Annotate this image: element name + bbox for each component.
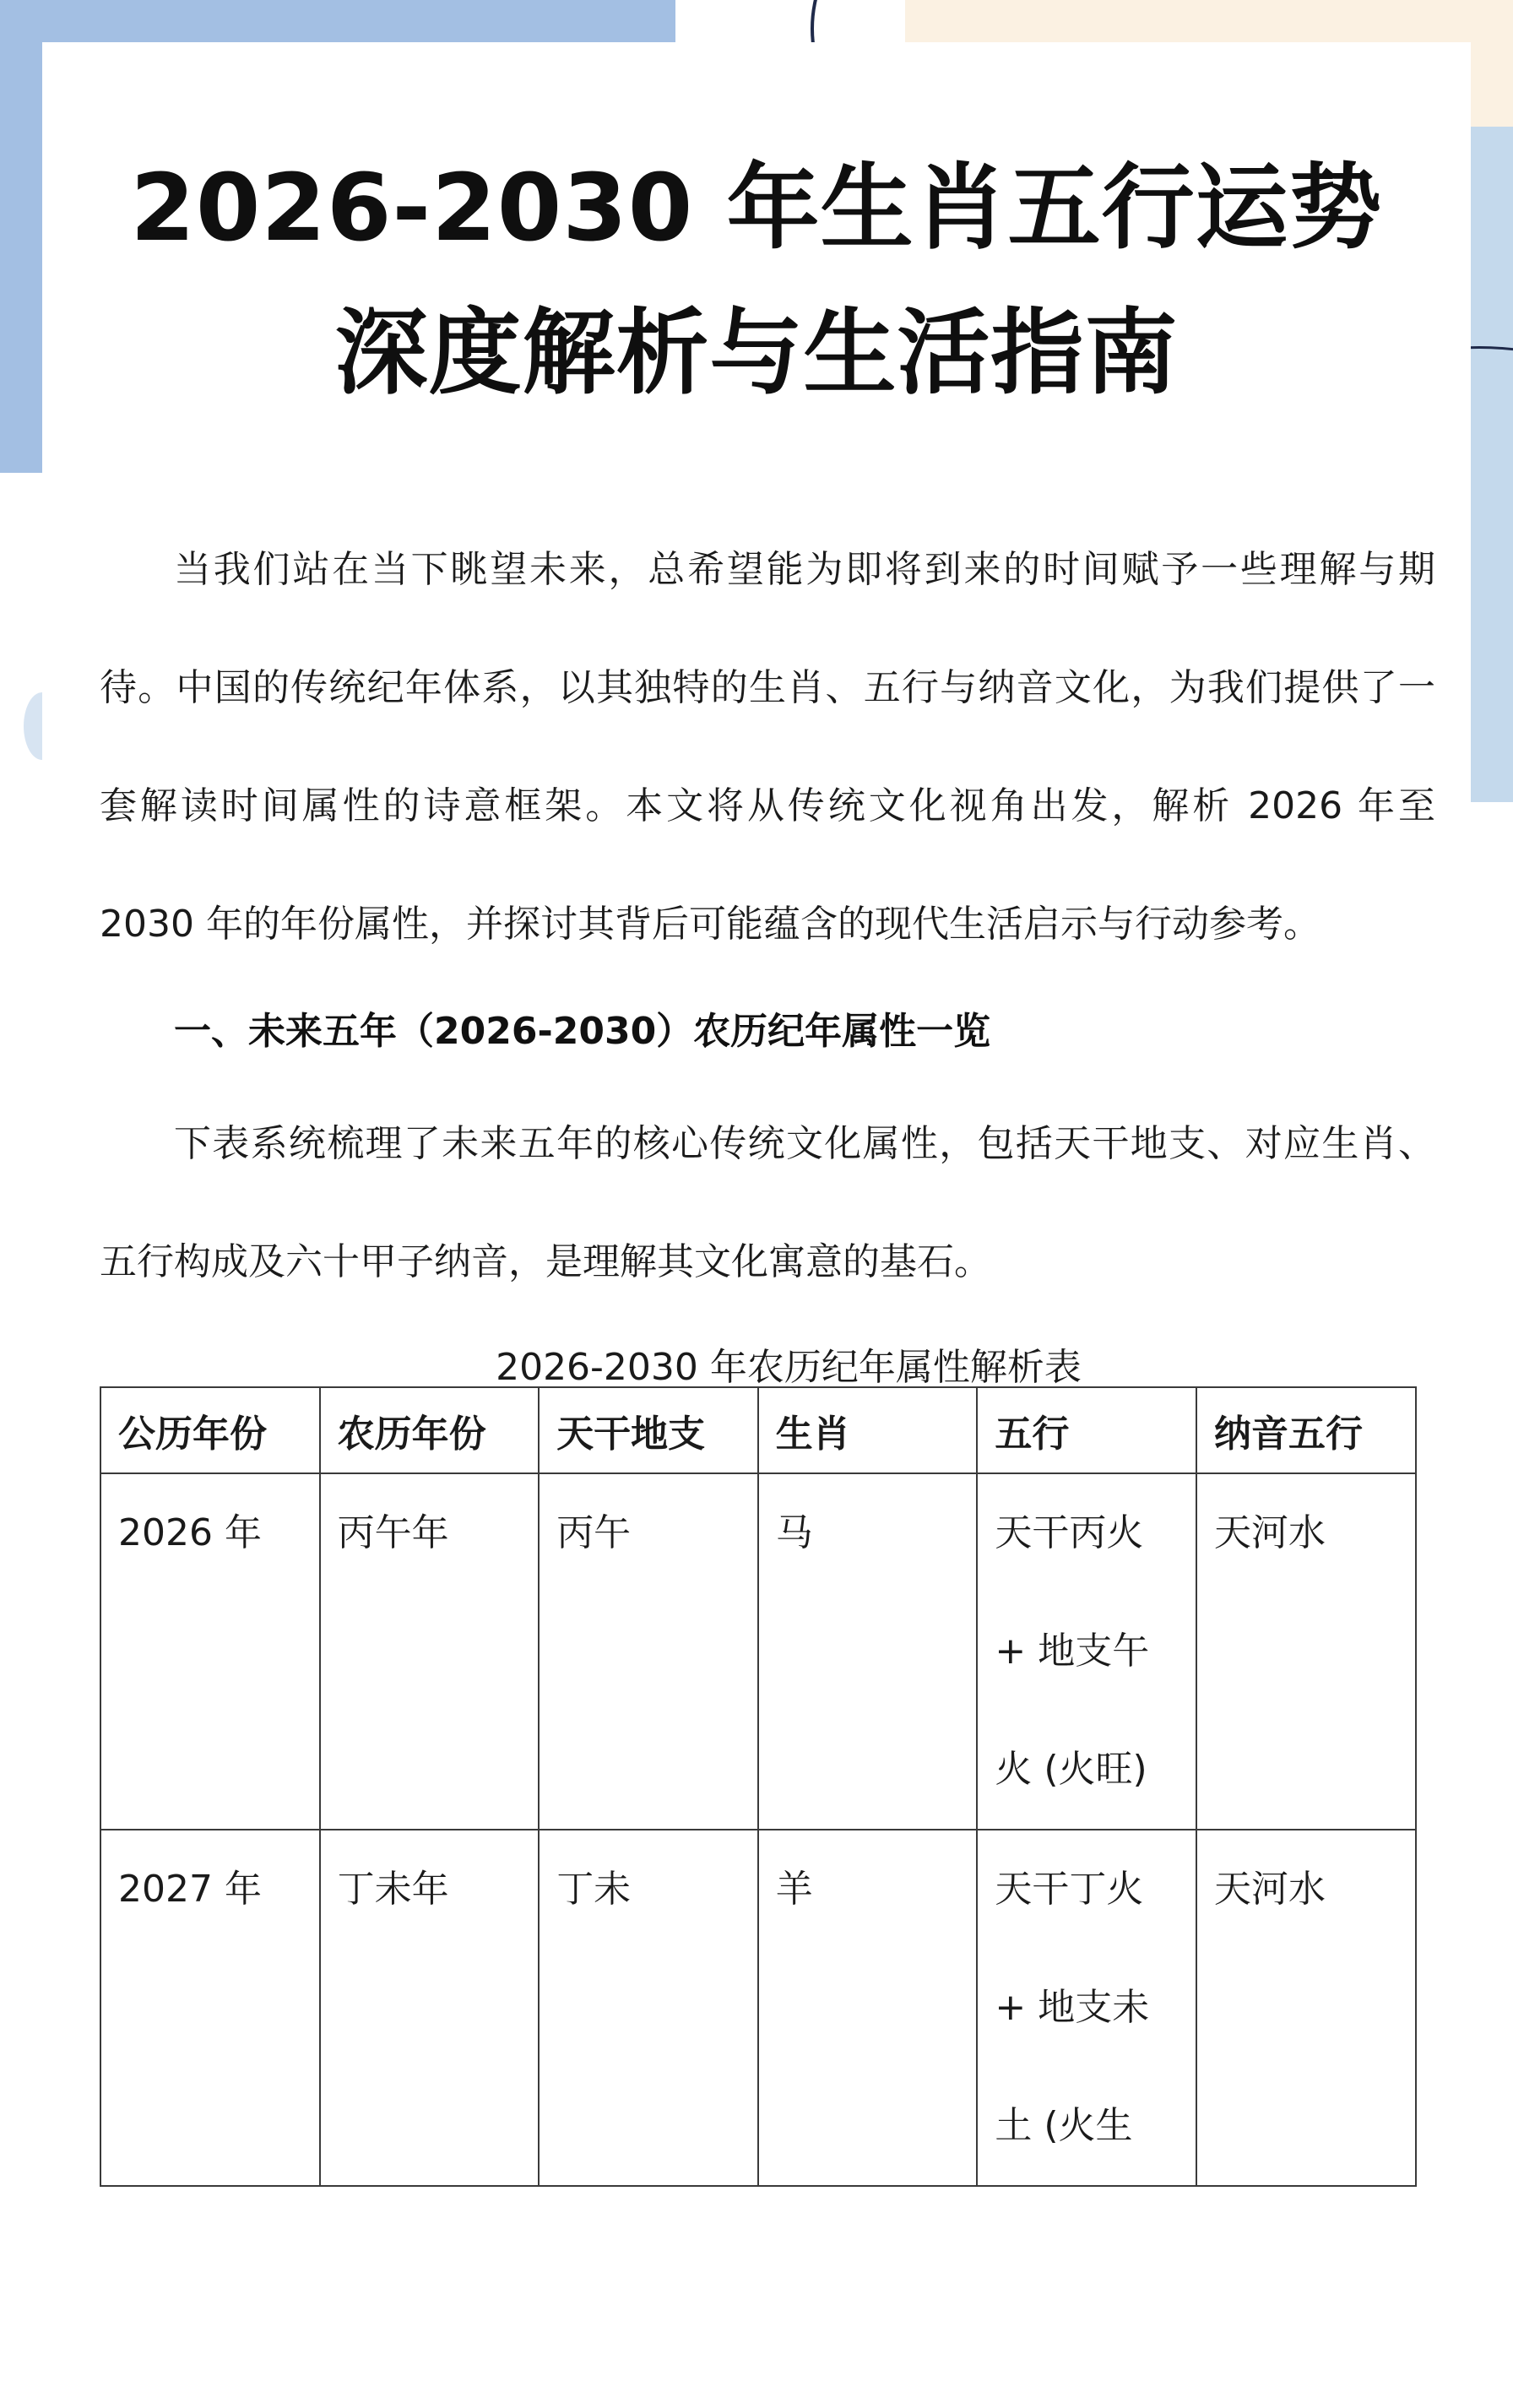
lunar-attribute-table bbox=[100, 1386, 1417, 2187]
attribute-table-container bbox=[100, 1386, 1415, 2187]
cell-lunar-year: 丁未年 bbox=[320, 1830, 540, 2186]
table-caption: 2026-2030 年农历纪年属性解析表 bbox=[496, 1346, 1082, 1389]
table-header-row bbox=[100, 1387, 1416, 1473]
cell-zodiac: 羊 bbox=[758, 1830, 978, 2186]
cell-wuxing: 天干丁火 + 地支未土 (火生 bbox=[977, 1830, 1196, 2186]
header-ganzhi: 天干地支 bbox=[539, 1387, 758, 1473]
cell-gregorian-year: 2026 年 bbox=[100, 1473, 320, 1830]
cell-wuxing: 天干丙火 + 地支午火 (火旺) bbox=[977, 1473, 1196, 1830]
cell-zodiac: 马 bbox=[758, 1473, 978, 1830]
header-nayin: 纳音五行 bbox=[1196, 1387, 1416, 1473]
table-row bbox=[100, 1473, 1416, 1830]
header-lunar-year: 农历年份 bbox=[320, 1387, 540, 1473]
cell-nayin: 天河水 bbox=[1196, 1830, 1416, 2186]
header-wuxing: 五行 bbox=[977, 1387, 1196, 1473]
header-gregorian-year: 公历年份 bbox=[100, 1387, 320, 1473]
header-zodiac: 生肖 bbox=[758, 1387, 978, 1473]
cell-lunar-year: 丙午年 bbox=[320, 1473, 540, 1830]
cell-ganzhi: 丙午 bbox=[539, 1473, 758, 1830]
intro-paragraph: 当我们站在当下眺望未来，总希望能为即将到来的时间赋予一些理解与期待。中国的传统纪年体系，以其独特的生肖、五行与纳音文化，为我们提供了一套解读时间属性的诗意框架。本文将从传统文化视角出发，解析 2026 年至 2030 年的年份属性，并探讨其背后可能蕴含的现代生活启示与行动参考。 bbox=[100, 548, 1435, 946]
section-heading: 一、未来五年（2026-2030）农历纪年属性一览 bbox=[174, 1010, 991, 1053]
cell-gregorian-year: 2027 年 bbox=[100, 1830, 320, 2186]
cell-ganzhi: 丁未 bbox=[539, 1830, 758, 2186]
article-card bbox=[42, 42, 1471, 2408]
section-paragraph: 下表系统梳理了未来五年的核心传统文化属性，包括天干地支、对应生肖、五行构成及六十甲子纳音，是理解其文化寓意的基石。 bbox=[100, 1122, 1435, 1283]
table-row bbox=[100, 1830, 1416, 2186]
cell-nayin: 天河水 bbox=[1196, 1473, 1416, 1830]
article-title: 2026-2030 年生肖五行运势深度解析与生活指南 bbox=[130, 154, 1383, 407]
